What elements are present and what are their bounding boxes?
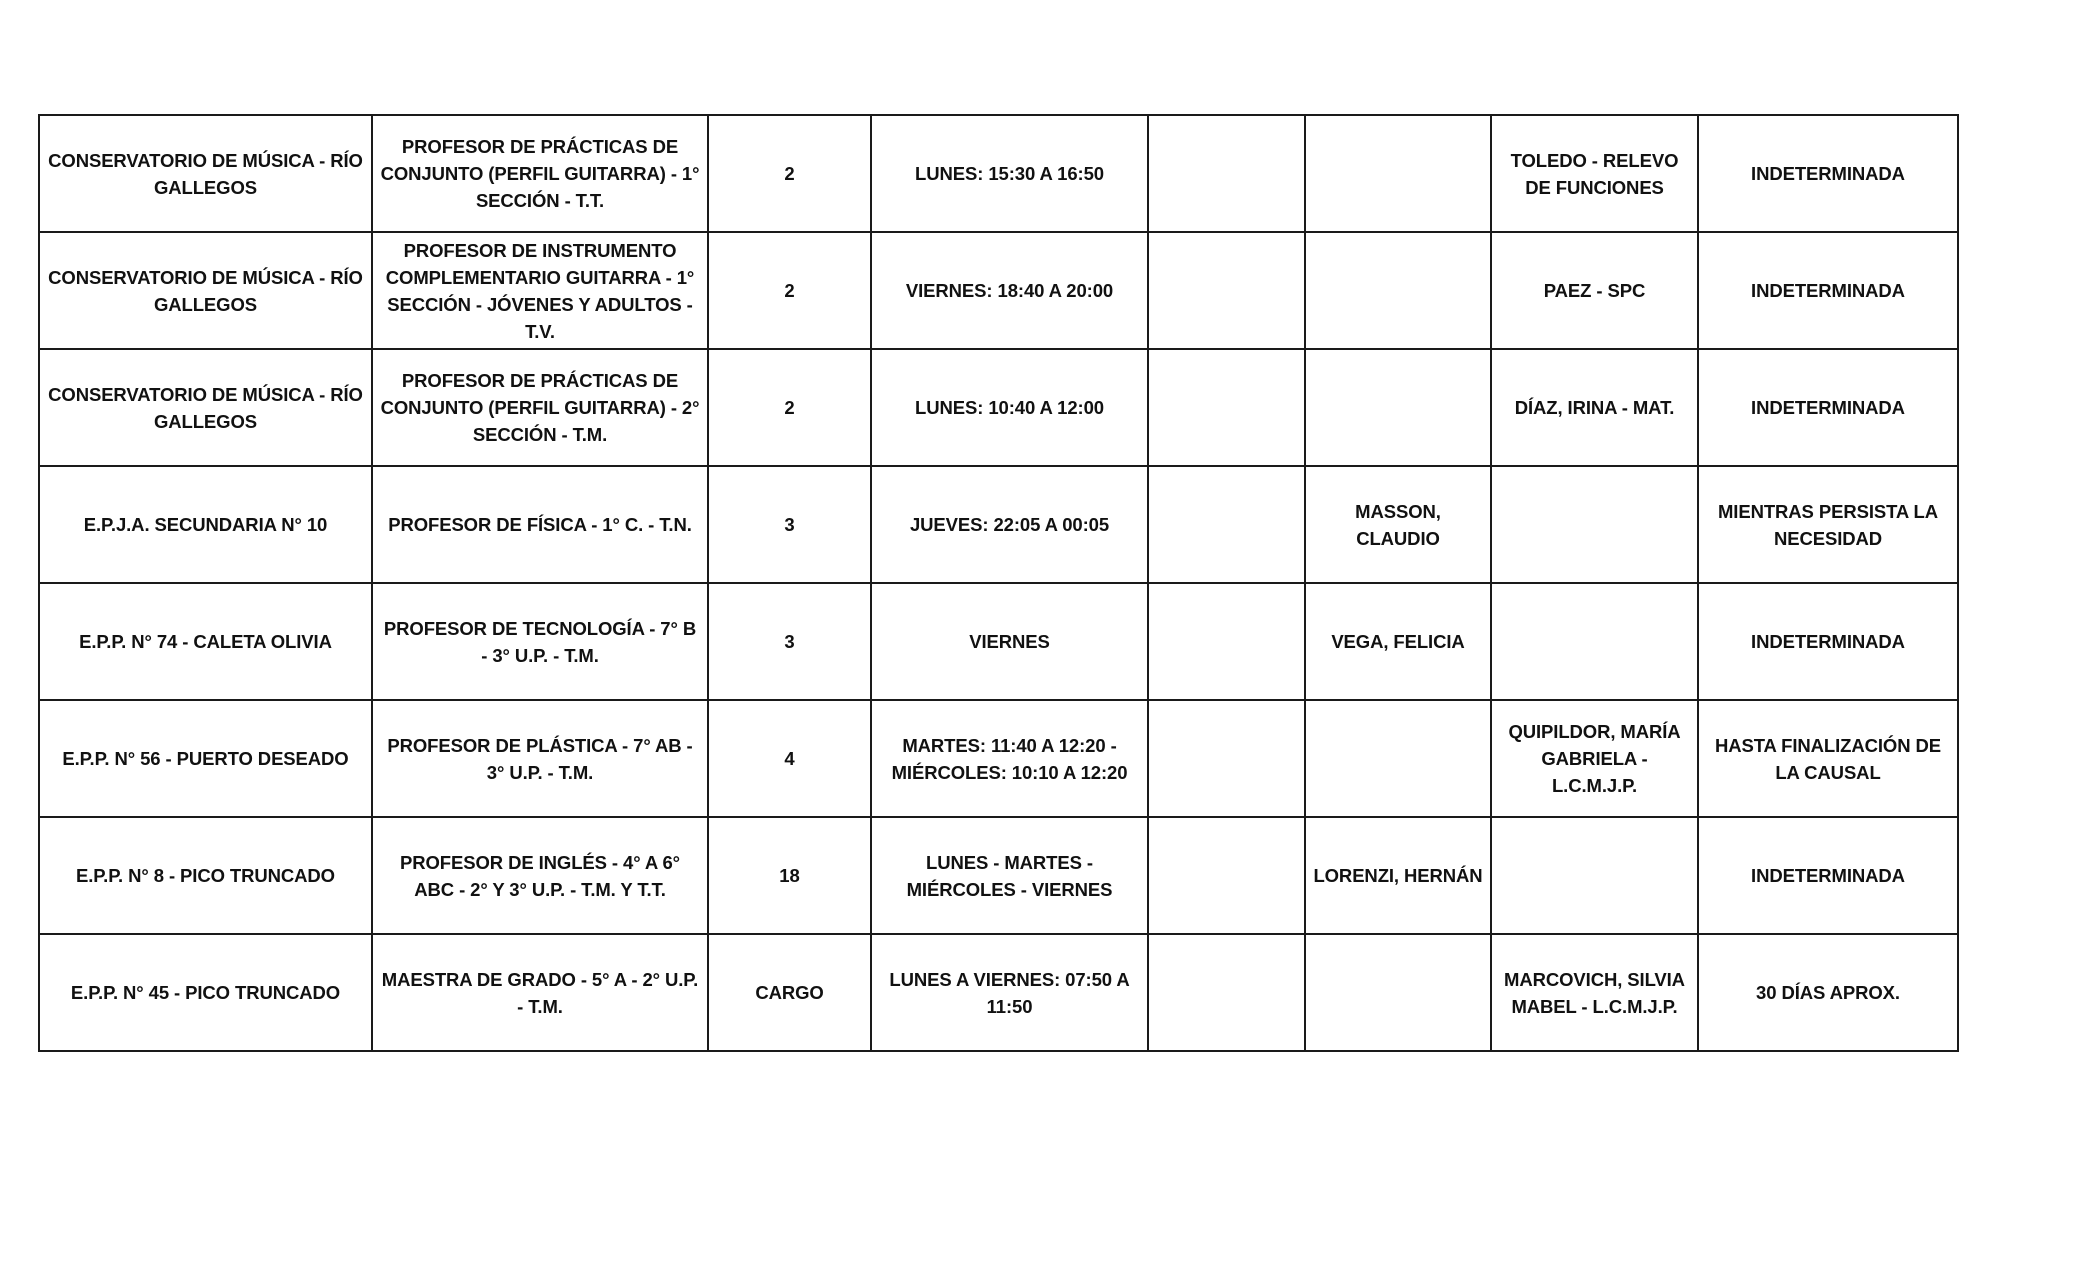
cell-duracion: INDETERMINADA: [1698, 583, 1958, 700]
cell-horario: JUEVES: 22:05 A 00:05: [871, 466, 1148, 583]
cell-horas: 2: [708, 115, 871, 232]
cell-titular: [1491, 817, 1698, 934]
cell-cargo: PROFESOR DE INGLÉS - 4° A 6° ABC - 2° Y 3° U.P. - T.M. Y T.T.: [372, 817, 708, 934]
cell-horario: LUNES - MARTES - MIÉRCOLES - VIERNES: [871, 817, 1148, 934]
cell-docente: MASSON, CLAUDIO: [1305, 466, 1491, 583]
cell-titular: [1491, 583, 1698, 700]
cell-duracion: INDETERMINADA: [1698, 349, 1958, 466]
cell-titular: QUIPILDOR, MARÍA GABRIELA - L.C.M.J.P.: [1491, 700, 1698, 817]
cell-horas: 3: [708, 466, 871, 583]
cell-cargo: PROFESOR DE INSTRUMENTO COMPLEMENTARIO GUITARRA - 1° SECCIÓN - JÓVENES Y ADULTOS - T.V.: [372, 232, 708, 349]
cell-escuela: CONSERVATORIO DE MÚSICA - RÍO GALLEGOS: [39, 115, 372, 232]
cell-escuela: E.P.P. N° 56 - PUERTO DESEADO: [39, 700, 372, 817]
table-row: [39, 349, 1958, 466]
cell-horario: LUNES A VIERNES: 07:50 A 11:50: [871, 934, 1148, 1051]
cell-duracion: INDETERMINADA: [1698, 232, 1958, 349]
cell-escuela: E.P.P. N° 8 - PICO TRUNCADO: [39, 817, 372, 934]
cell-empty: [1148, 583, 1305, 700]
cell-duracion: INDETERMINADA: [1698, 817, 1958, 934]
cell-docente: [1305, 700, 1491, 817]
cell-horas: 2: [708, 232, 871, 349]
cell-titular: TOLEDO - RELEVO DE FUNCIONES: [1491, 115, 1698, 232]
cell-titular: PAEZ - SPC: [1491, 232, 1698, 349]
table-row: [39, 934, 1958, 1051]
cell-duracion: HASTA FINALIZACIÓN DE LA CAUSAL: [1698, 700, 1958, 817]
cell-horas: 4: [708, 700, 871, 817]
cell-docente: [1305, 934, 1491, 1051]
cell-horario: MARTES: 11:40 A 12:20 - MIÉRCOLES: 10:10 A 12:20: [871, 700, 1148, 817]
cell-escuela: CONSERVATORIO DE MÚSICA - RÍO GALLEGOS: [39, 349, 372, 466]
cell-titular: DÍAZ, IRINA - MAT.: [1491, 349, 1698, 466]
vacancy-table: [38, 114, 1959, 1052]
cell-docente: LORENZI, HERNÁN: [1305, 817, 1491, 934]
cell-horario: LUNES: 10:40 A 12:00: [871, 349, 1148, 466]
table-body: [39, 115, 1958, 1051]
cell-escuela: CONSERVATORIO DE MÚSICA - RÍO GALLEGOS: [39, 232, 372, 349]
table-row: [39, 817, 1958, 934]
cell-cargo: PROFESOR DE PRÁCTICAS DE CONJUNTO (PERFIL GUITARRA) - 1° SECCIÓN - T.T.: [372, 115, 708, 232]
cell-cargo: PROFESOR DE PRÁCTICAS DE CONJUNTO (PERFIL GUITARRA) - 2° SECCIÓN - T.M.: [372, 349, 708, 466]
cell-docente: [1305, 115, 1491, 232]
cell-horas: CARGO: [708, 934, 871, 1051]
cell-docente: [1305, 349, 1491, 466]
cell-horas: 2: [708, 349, 871, 466]
cell-cargo: PROFESOR DE PLÁSTICA - 7° AB - 3° U.P. - T.M.: [372, 700, 708, 817]
cell-escuela: E.P.J.A. SECUNDARIA N° 10: [39, 466, 372, 583]
cell-empty: [1148, 700, 1305, 817]
cell-duracion: INDETERMINADA: [1698, 115, 1958, 232]
cell-titular: MARCOVICH, SILVIA MABEL - L.C.M.J.P.: [1491, 934, 1698, 1051]
cell-cargo: MAESTRA DE GRADO - 5° A - 2° U.P. - T.M.: [372, 934, 708, 1051]
cell-horario: LUNES: 15:30 A 16:50: [871, 115, 1148, 232]
cell-escuela: E.P.P. N° 45 - PICO TRUNCADO: [39, 934, 372, 1051]
cell-empty: [1148, 349, 1305, 466]
cell-docente: [1305, 232, 1491, 349]
cell-horario: VIERNES: [871, 583, 1148, 700]
cell-cargo: PROFESOR DE TECNOLOGÍA - 7° B - 3° U.P. - T.M.: [372, 583, 708, 700]
cell-horario: VIERNES: 18:40 A 20:00: [871, 232, 1148, 349]
cell-escuela: E.P.P. N° 74 - CALETA OLIVIA: [39, 583, 372, 700]
cell-duracion: MIENTRAS PERSISTA LA NECESIDAD: [1698, 466, 1958, 583]
table-row: [39, 232, 1958, 349]
cell-horas: 3: [708, 583, 871, 700]
table-row: [39, 115, 1958, 232]
table-row: [39, 583, 1958, 700]
cell-cargo: PROFESOR DE FÍSICA - 1° C. - T.N.: [372, 466, 708, 583]
cell-horas: 18: [708, 817, 871, 934]
cell-docente: VEGA, FELICIA: [1305, 583, 1491, 700]
cell-duracion: 30 DÍAS APROX.: [1698, 934, 1958, 1051]
cell-titular: [1491, 466, 1698, 583]
cell-empty: [1148, 466, 1305, 583]
cell-empty: [1148, 115, 1305, 232]
cell-empty: [1148, 232, 1305, 349]
cell-empty: [1148, 817, 1305, 934]
table-row: [39, 466, 1958, 583]
cell-empty: [1148, 934, 1305, 1051]
table-row: [39, 700, 1958, 817]
